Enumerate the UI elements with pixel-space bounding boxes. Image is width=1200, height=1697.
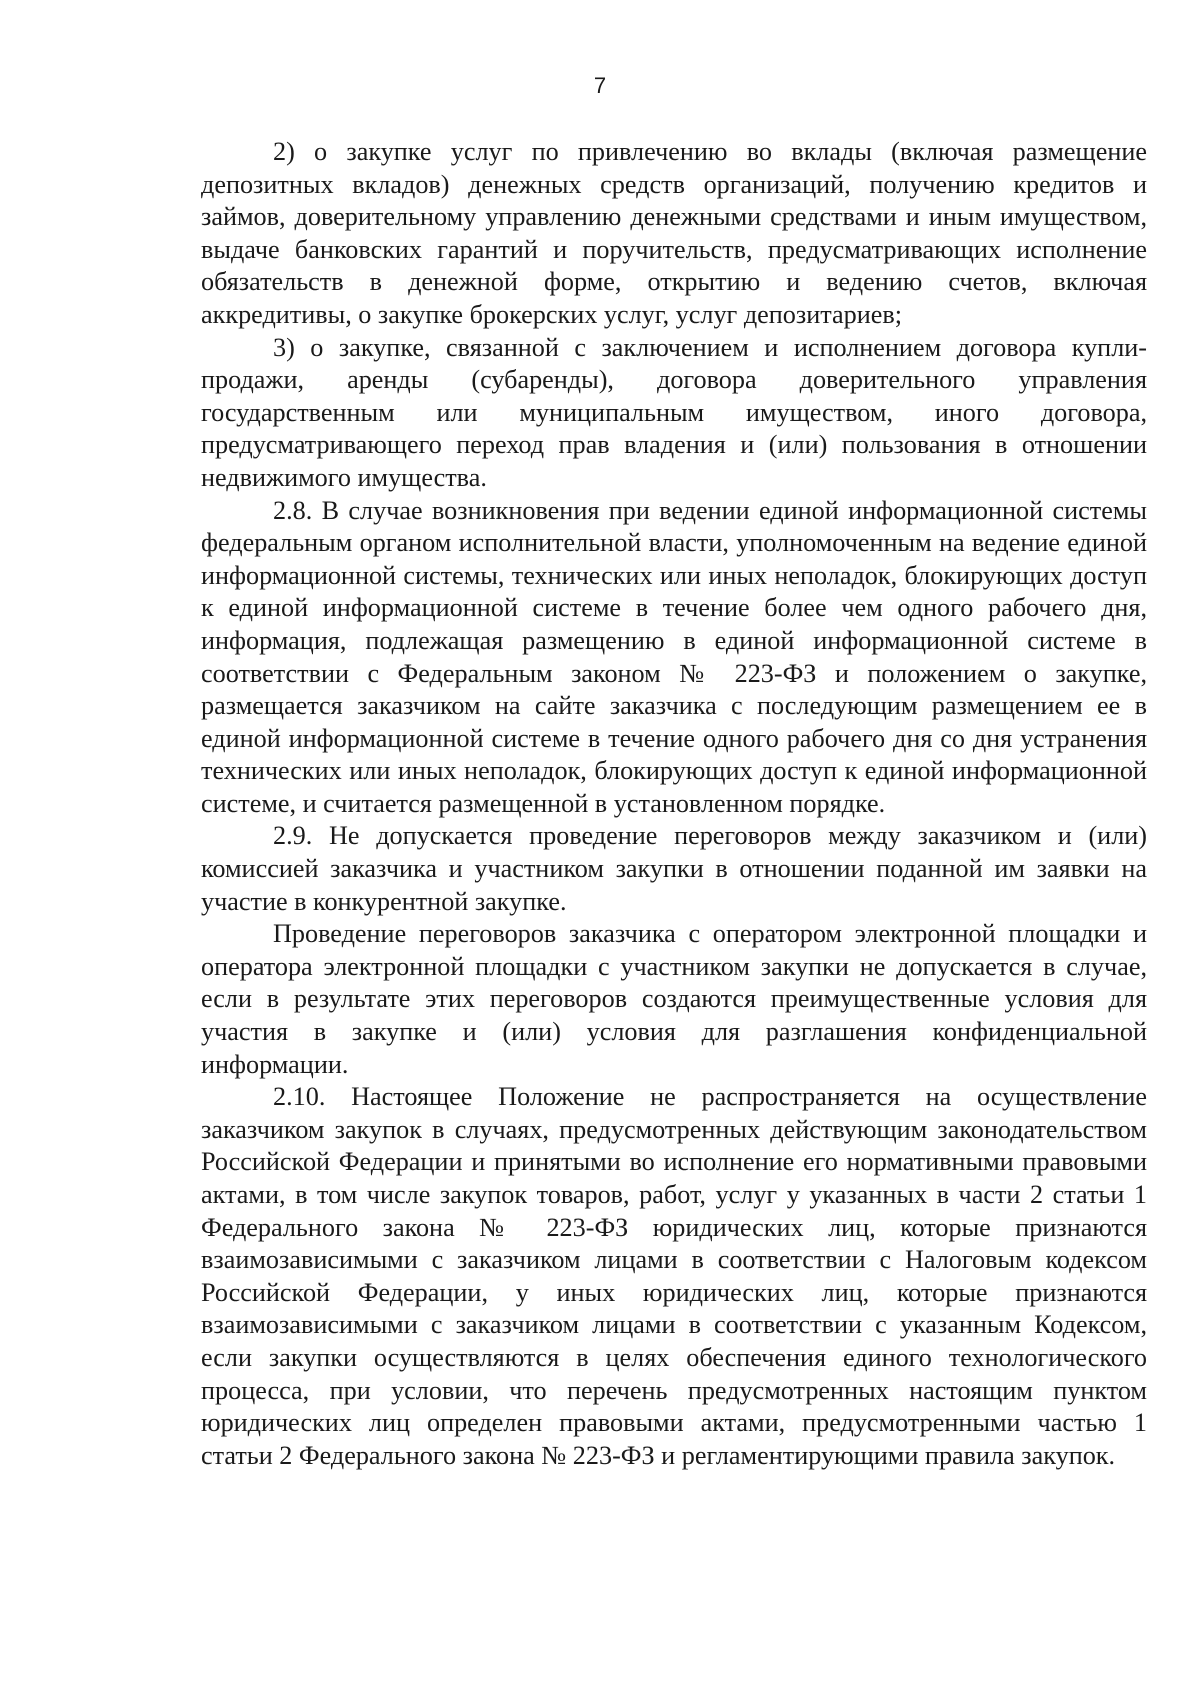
paragraph-section-2-9: 2.9. Не допускается проведение переговоров между заказчиком и (или) комиссией заказчика и участником закупки в отношении поданной им заявки на участие в конкурентной закупке.: [201, 821, 1147, 916]
paragraph-section-2-8: 2.8. В случае возникновения при ведении единой информационной системы федеральным органом исполнительной власти, уполномоченным на ведение единой информационной системы, технических или иных неполадок, блокирующих доступ к единой информационной системе в течение более чем одного рабочего дня, информация, подлежащая размещению в единой информационной системе в соответствии с Федеральным законом № 223-ФЗ и положением о закупке, размещается заказчиком на сайте заказчика с последующим размещением ее в единой информационной системе в течение одного рабочего дня со дня устранения технических или иных неполадок, блокирующих доступ к единой информационной системе, и считается размещенной в установленном порядке.: [201, 495, 1147, 818]
paragraph-item-2-banking-services: 2) о закупке услуг по привлечению во вклады (включая размещение депозитных вкладов) денежных средств организаций, получению кредитов и займов, доверительному управлению денежными средствами и иным имуществом, выдаче банковских гарантий и поручительств, предусматривающих исполнение обязательств в денежной форме, открытию и ведению счетов, включая аккредитивы, о закупке брокерских услуг, услуг депозитариев;: [201, 137, 1147, 329]
paragraph-negotiations-operator: Проведение переговоров заказчика с оператором электронной площадки и оператора электронной площадки с участником закупки не допускается в случае, если в результате этих переговоров создаются преимущественные условия для участия в закупке и (или) условия для разглашения конфиденциальной информации.: [201, 919, 1147, 1079]
page-number: 7: [593, 73, 607, 98]
paragraph-section-2-10: 2.10. Настоящее Положение не распространяется на осуществление заказчиком закупок в случаях, предусмотренных действующим законодательством Российской Федерации и принятыми во исполнение его нормативными правовыми актами, в том числе закупок товаров, работ, услуг у указанных в части 2 статьи 1 Федерального закона № 223-ФЗ юридических лиц, которые признаются взаимозависимыми с заказчиком лицами в соответствии с Налоговым кодексом Российской Федерации, у иных юридических лиц, которые признаются взаимозависимыми с заказчиком лицами в соответствии с указанным Кодексом, если закупки осуществляются в целях обеспечения единого технологического процесса, при условии, что перечень предусмотренных настоящим пунктом юридических лиц определен правовыми актами, предусмотренными частью 1 статьи 2 Федерального закона № 223-ФЗ и регламентирующими правила закупок.: [201, 1082, 1147, 1470]
paragraph-item-3-real-estate: 3) о закупке, связанной с заключением и исполнением договора купли-продажи, аренды (субаренды), договора доверительного управления государственным или муниципальным имуществом, иного договора, предусматривающего переход прав владения и (или) пользования в отношении недвижимого имущества.: [201, 332, 1147, 492]
document-body: [201, 136, 1147, 1472]
